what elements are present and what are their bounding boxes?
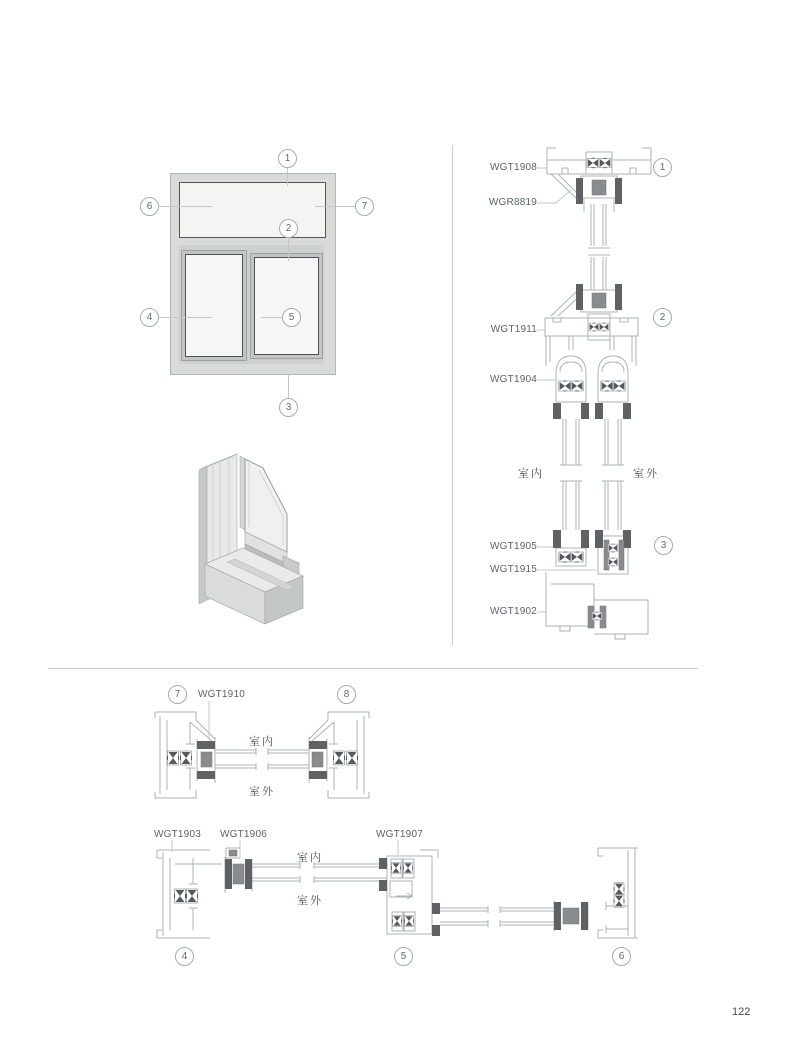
horizontal-divider	[48, 668, 698, 669]
label-outdoor-vertical: 室外	[633, 468, 659, 480]
callout-section-2: 2	[653, 308, 672, 327]
leader-1	[287, 168, 288, 186]
callout-2: 2	[279, 219, 298, 238]
leader-7	[315, 206, 355, 207]
callout-6: 6	[140, 197, 159, 216]
label-outdoor-section-b: 室外	[297, 895, 323, 907]
horizontal-sections-drawing	[130, 675, 670, 975]
callout-4: 4	[140, 308, 159, 327]
label-indoor-vertical: 室内	[518, 468, 544, 480]
vertical-divider	[452, 145, 453, 645]
label-wgt1902: WGT1902	[490, 606, 537, 617]
callout-7: 7	[168, 685, 187, 704]
label-wgt1911: WGT1911	[490, 324, 537, 335]
window-left-sash	[181, 250, 247, 361]
label-wgt1906: WGT1906	[220, 829, 267, 840]
callout-section-6: 6	[612, 947, 631, 966]
label-wgt1905: WGT1905	[490, 541, 537, 552]
callout-1: 1	[278, 149, 297, 168]
callout-5: 5	[282, 308, 301, 327]
label-wgt1915: WGT1915	[490, 564, 537, 575]
callout-section-4: 4	[175, 947, 194, 966]
leader-6	[158, 206, 212, 207]
label-wgt1903: WGT1903	[154, 829, 201, 840]
label-wgr8819: WGR8819	[488, 197, 537, 208]
label-indoor-section-a: 室内	[249, 736, 275, 748]
vertical-section-drawing	[440, 140, 700, 650]
leader-4	[158, 317, 212, 318]
label-wgt1910: WGT1910	[198, 689, 245, 700]
window-top-fixed-pane	[179, 182, 326, 238]
window-right-sash	[250, 253, 323, 359]
callout-3: 3	[279, 398, 298, 417]
callout-section-5: 5	[394, 947, 413, 966]
callout-section-3: 3	[654, 536, 673, 555]
label-outdoor-section-a: 室外	[249, 786, 275, 798]
label-wgt1908: WGT1908	[490, 162, 537, 173]
callout-8: 8	[337, 685, 356, 704]
label-indoor-section-b: 室内	[297, 852, 323, 864]
leader-3	[288, 374, 289, 398]
page-number: 122	[732, 1006, 751, 1018]
leader-5	[261, 317, 282, 318]
callout-section-1: 1	[653, 158, 672, 177]
label-wgt1904: WGT1904	[490, 374, 537, 385]
callout-7: 7	[355, 197, 374, 216]
right-sash-glass	[254, 257, 319, 355]
left-sash-glass	[185, 254, 243, 357]
label-wgt1907: WGT1907	[376, 829, 423, 840]
profile-3d-render	[185, 440, 315, 640]
leader-2	[288, 237, 289, 261]
